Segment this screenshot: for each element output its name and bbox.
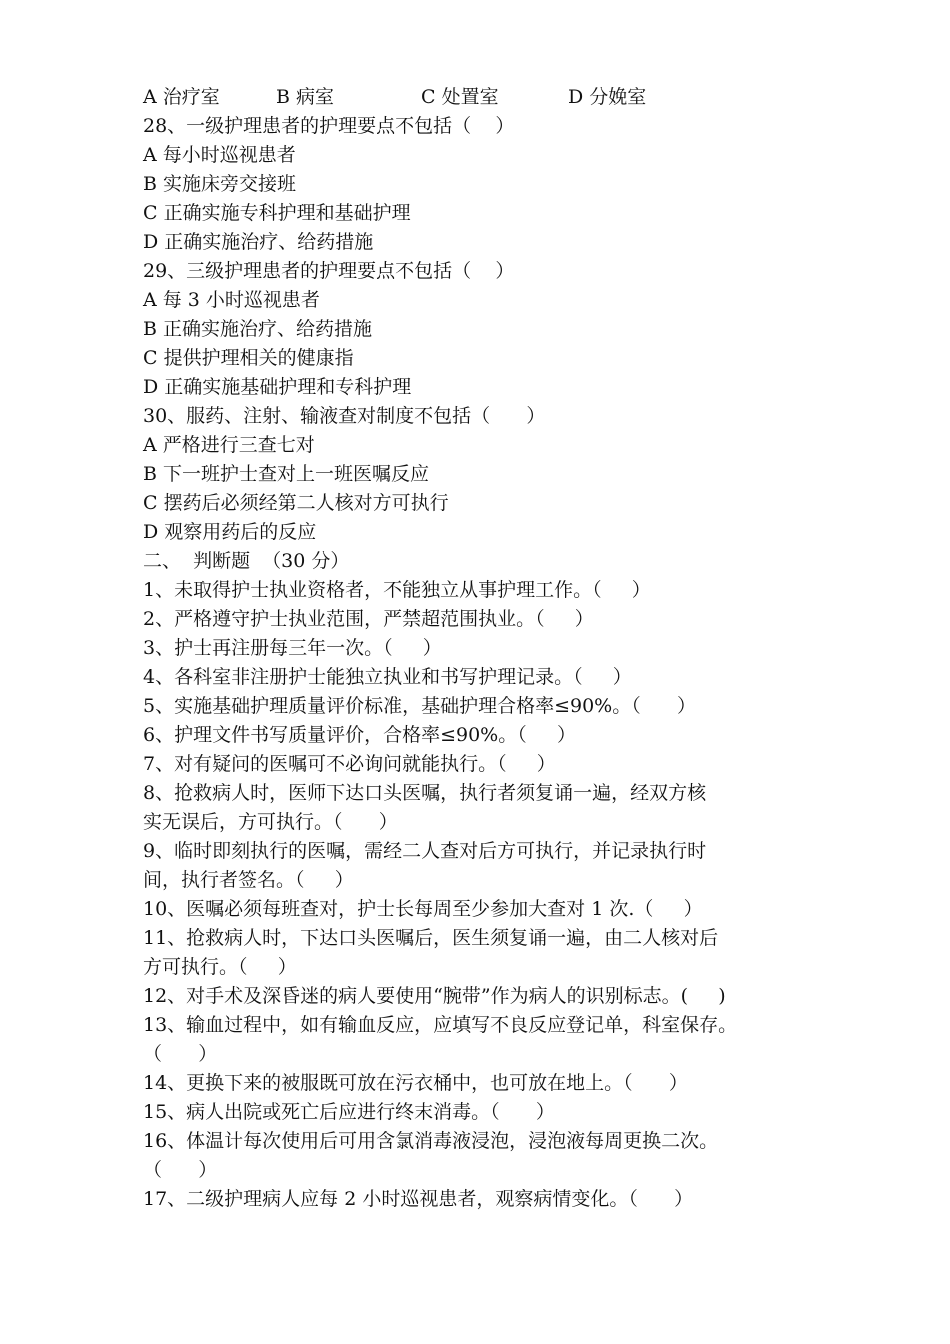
question-30-stem: 30、服药、注射、输液查对制度不包括（ ） bbox=[143, 405, 546, 427]
question-29-option-d: D 正确实施基础护理和专科护理 bbox=[143, 376, 412, 398]
question-28-option-d: D 正确实施治疗、给药措施 bbox=[143, 231, 374, 253]
judgment-line: 4、各科室非注册护士能独立执业和书写护理记录。（ ） bbox=[143, 666, 632, 688]
judgment-line: （ ） bbox=[143, 1043, 218, 1065]
judgment-line: 9、临时即刻执行的医嘱，需经二人查对后方可执行，并记录执行时 bbox=[143, 840, 707, 862]
judgment-line: 14、更换下来的被服既可放在污衣桶中，也可放在地上。（ ） bbox=[143, 1072, 688, 1094]
question-30-option-b: B 下一班护士查对上一班医嘱反应 bbox=[143, 463, 430, 485]
judgment-line: 3、护士再注册每三年一次。（ ） bbox=[143, 637, 442, 659]
judgment-line: 1、未取得护士执业资格者，不能独立从事护理工作。（ ） bbox=[143, 579, 651, 601]
option-a: A 治疗室 bbox=[143, 86, 220, 108]
judgment-line: 15、病人出院或死亡后应进行终末消毒。（ ） bbox=[143, 1101, 555, 1123]
option-c: C 处置室 bbox=[421, 86, 499, 108]
judgment-line: 方可执行。（ ） bbox=[143, 956, 297, 978]
question-29-stem: 29、三级护理患者的护理要点不包括（ ） bbox=[143, 260, 515, 282]
question-28-option-a: A 每小时巡视患者 bbox=[143, 144, 296, 166]
judgment-line: 实无误后，方可执行。（ ） bbox=[143, 811, 398, 833]
judgment-line: 6、护理文件书写质量评价，合格率≤90%。（ ） bbox=[143, 724, 576, 746]
question-28-option-b: B 实施床旁交接班 bbox=[143, 173, 297, 195]
judgment-line: 2、严格遵守护士执业范围，严禁超范围执业。（ ） bbox=[143, 608, 594, 630]
judgment-line: 17、二级护理病人应每 2 小时巡视患者，观察病情变化。（ ） bbox=[143, 1188, 694, 1210]
question-29-option-c: C 提供护理相关的健康指 bbox=[143, 347, 354, 369]
question-30-option-a: A 严格进行三查七对 bbox=[143, 434, 315, 456]
question-29-option-a: A 每 3 小时巡视患者 bbox=[143, 289, 320, 311]
judgment-line: 12、对手术及深昏迷的病人要使用“腕带”作为病人的识别标志。( ) bbox=[143, 985, 726, 1007]
option-b: B 病室 bbox=[276, 86, 335, 108]
judgment-line: 5、实施基础护理质量评价标准，基础护理合格率≤90%。（ ） bbox=[143, 695, 696, 717]
section-heading: 二、 判断题 （30 分） bbox=[143, 550, 350, 572]
judgment-line: 13、输血过程中，如有输血反应，应填写不良反应登记单，科室保存。 bbox=[143, 1014, 738, 1036]
judgment-line: 间，执行者签名。（ ） bbox=[143, 869, 354, 891]
judgment-line: 16、体温计每次使用后可用含氯消毒液浸泡，浸泡液每周更换二次。 bbox=[143, 1130, 719, 1152]
judgment-line: 11、抢救病人时，下达口头医嘱后，医生须复诵一遍，由二人核对后 bbox=[143, 927, 719, 949]
judgment-line: 10、医嘱必须每班查对，护士长每周至少参加大查对 1 次.（ ） bbox=[143, 898, 703, 920]
question-27-options bbox=[143, 83, 823, 112]
judgment-line: 7、对有疑问的医嘱可不必询问就能执行。（ ） bbox=[143, 753, 556, 775]
judgment-line: （ ） bbox=[143, 1159, 218, 1181]
option-d: D 分娩室 bbox=[568, 86, 647, 108]
exam-content bbox=[143, 83, 823, 1214]
question-29-option-b: B 正确实施治疗、给药措施 bbox=[143, 318, 373, 340]
question-30-option-c: C 摆药后必须经第二人核对方可执行 bbox=[143, 492, 449, 514]
question-30-option-d: D 观察用药后的反应 bbox=[143, 521, 317, 543]
question-28-stem: 28、一级护理患者的护理要点不包括（ ） bbox=[143, 115, 515, 137]
judgment-line: 8、抢救病人时，医师下达口头医嘱，执行者须复诵一遍，经双方核 bbox=[143, 782, 707, 804]
question-28-option-c: C 正确实施专科护理和基础护理 bbox=[143, 202, 411, 224]
